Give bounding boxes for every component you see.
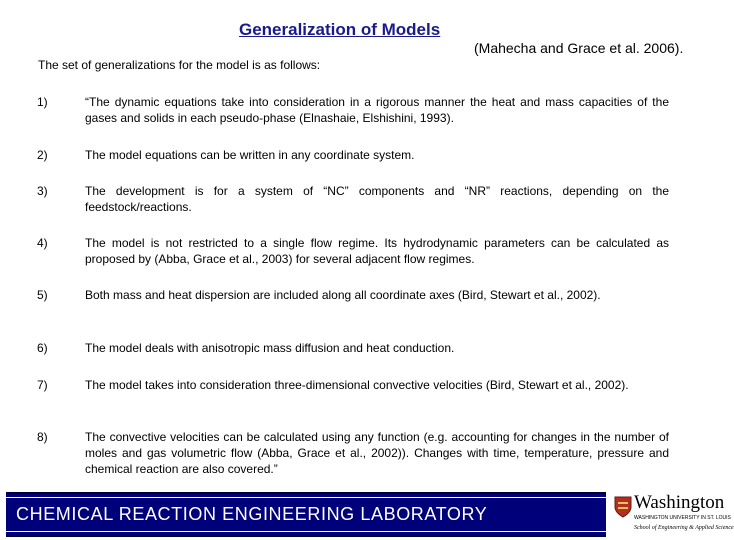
item-text: The model is not restricted to a single flow regime. Its hydrodynamic parameters can be calculated as proposed by (Abba, Grace et al., 2003) for several adjacent flow regimes. xyxy=(85,236,669,266)
lab-name: CHEMICAL REACTION ENGINEERING LABORATORY xyxy=(16,504,488,524)
logo-school: School of Engineering & Applied Science xyxy=(634,525,734,531)
intro-text: The set of generalizations for the model is as follows: xyxy=(38,58,321,72)
item-number: 7) xyxy=(37,378,48,392)
logo-name: Washington xyxy=(634,492,725,513)
page-title: Generalization of Models xyxy=(239,20,441,39)
item-text: Both mass and heat dispersion are included along all coordinate axes (Bird, Stewart et al., 2002). xyxy=(85,288,601,302)
item-text: “The dynamic equations take into consideration in a rigorous manner the heat and mass capacities of the gases and solids in each pseudo-phase (Elnashaie, Elshishini, 1993). xyxy=(85,95,669,125)
logo-university: WASHINGTON UNIVERSITY IN ST. LOUIS xyxy=(634,515,731,521)
item-text: The development is for a system of “NC” components and “NR” reactions, depending on the feedstock/reactions. xyxy=(85,184,669,214)
item-text: The model deals with anisotropic mass diffusion and heat conduction. xyxy=(85,341,455,355)
item-number: 2) xyxy=(37,148,48,162)
item-number: 5) xyxy=(37,288,48,302)
item-number: 6) xyxy=(37,341,48,355)
item-number: 4) xyxy=(37,236,48,250)
university-logo xyxy=(612,492,734,536)
item-text: The model takes into consideration three-dimensional convective velocities (Bird, Stewart et al., 2002). xyxy=(85,378,629,392)
item-number: 8) xyxy=(37,430,48,444)
shield-icon xyxy=(614,496,632,518)
footer-banner xyxy=(6,492,606,537)
item-text: The model equations can be written in any coordinate system. xyxy=(85,148,415,162)
item-text: The convective velocities can be calculated using any function (e.g. accounting for changes in the number of moles and gas volumetric flow (Abba, Grace et al., 2002)). Changes with time, temperature, pressure and chemical reaction are also covered.” xyxy=(85,430,669,476)
citation: (Mahecha and Grace et al. 2006). xyxy=(474,40,684,56)
item-number: 1) xyxy=(37,95,48,109)
item-number: 3) xyxy=(37,184,48,198)
